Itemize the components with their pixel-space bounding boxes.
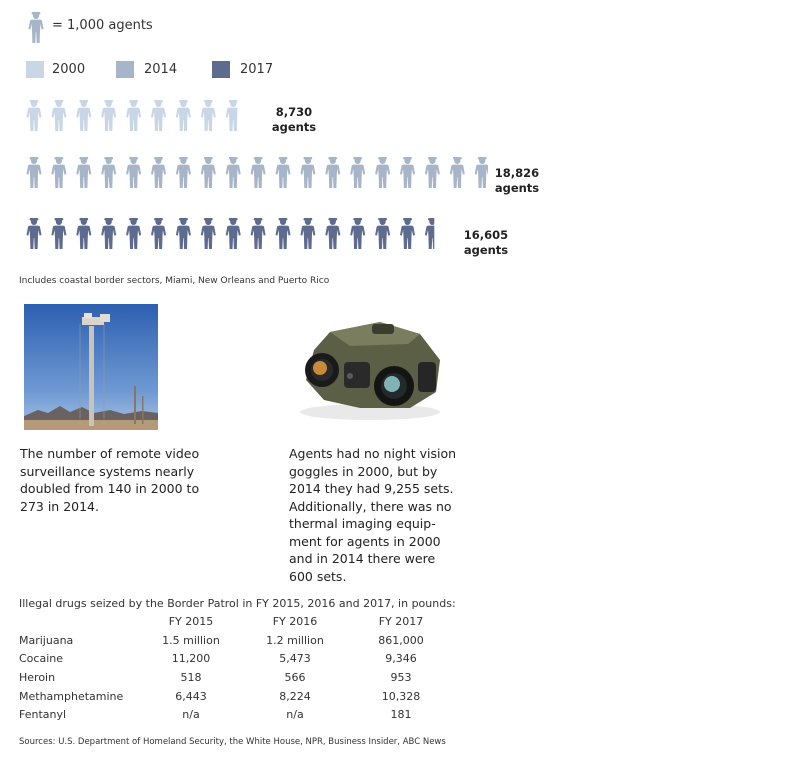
agent-icon-2000	[51, 100, 66, 131]
drug-name: Cocaine	[19, 652, 63, 666]
drug-name: Methamphetamine	[19, 689, 124, 703]
drug-value: 181	[390, 708, 412, 722]
drug-value: n/a	[182, 708, 200, 722]
key-label: = 1,000 agents	[52, 18, 153, 33]
agents-label-2000	[266, 105, 322, 135]
agent-icon-2014	[76, 157, 91, 188]
agent-icon-2014	[450, 157, 465, 188]
video-surveillance-caption: The number of remote video surveillance systems nearly doubled from 140 in 2000 to 273 in 2014.	[20, 446, 200, 514]
drug-value: 861,000	[378, 633, 424, 647]
drug-value: 8,224	[279, 689, 311, 703]
agent-icon-2017	[51, 218, 66, 249]
agent-icon-2017	[101, 218, 116, 249]
agent-icon-2014	[226, 157, 241, 188]
drugs-header-fy2017: FY 2017	[378, 614, 424, 628]
table-row	[19, 668, 455, 687]
agent-icon-2014	[276, 157, 291, 188]
table-row	[19, 631, 455, 650]
agent-icon-2014	[350, 157, 365, 188]
agent-icon-2017	[126, 218, 141, 249]
drugs-header-blank	[19, 612, 139, 631]
agent-icon-2017	[176, 218, 191, 249]
legend-label-2014: 2014	[144, 62, 178, 77]
agent-icon-2014	[425, 157, 440, 188]
table-row	[19, 705, 455, 724]
agent-icon-2014	[51, 157, 66, 188]
drug-value: 1.2 million	[266, 633, 324, 647]
footnote: Includes coastal border sectors, Miami, New Orleans and Puerto Rico	[19, 276, 330, 286]
agent-icon-2014	[400, 157, 415, 188]
agent-icon-2014	[27, 157, 42, 188]
sources: Sources: U.S. Department of Homeland Security, the White House, NPR, Business Insider, ABC News	[19, 737, 446, 747]
agent-icon-2014	[325, 157, 340, 188]
agent-icon-2000	[176, 100, 191, 131]
agent-icon-2000	[151, 100, 166, 131]
agent-icon-2014	[151, 157, 166, 188]
drug-value: 953	[390, 670, 412, 684]
agent-icon-2017	[325, 218, 340, 249]
agent-icon-2017	[400, 218, 415, 249]
drugs-header-fy2016: FY 2016	[272, 614, 318, 628]
drug-value: n/a	[286, 708, 304, 722]
drug-value: 9,346	[385, 652, 417, 666]
agents-label-2017	[458, 228, 514, 258]
agent-icon-2014	[101, 157, 116, 188]
agent-icon-partial-2017	[425, 218, 440, 249]
agent-icon-2014	[251, 157, 266, 188]
drug-value: 6,443	[175, 689, 207, 703]
legend-swatch-2000	[26, 61, 44, 78]
agent-icon-2017	[76, 218, 91, 249]
agents-value-2000: 8,730	[275, 105, 313, 119]
agents-unit-2014: agents	[494, 181, 540, 195]
drug-name: Fentanyl	[19, 708, 67, 722]
agent-icon-2017	[226, 218, 241, 249]
agent-icon-2017	[276, 218, 291, 249]
night-vision-caption: Agents had no night vision goggles in 2000, but by 2014 they had 9,255 sets. Additionally, there was no thermal imaging equip-ment for agents in 2000 and in 2014 there were 600 sets.	[289, 446, 457, 584]
agent-icon-2017	[27, 218, 42, 249]
agents-unit-2000: agents	[271, 120, 317, 134]
agent-icon-2014	[375, 157, 390, 188]
agent-icon-2000	[101, 100, 116, 131]
drug-value: 5,473	[279, 652, 311, 666]
table-row	[19, 687, 455, 706]
drug-value: 11,200	[171, 652, 211, 666]
drug-name: Heroin	[19, 670, 56, 684]
agent-icon-2014	[176, 157, 191, 188]
agents-value-2017: 16,605	[463, 228, 509, 242]
legend-label-2000: 2000	[52, 62, 86, 77]
agent-icon-2017	[300, 218, 315, 249]
agent-icon-2017	[151, 218, 166, 249]
agent-icon-2000	[201, 100, 216, 131]
agent-icon-2014	[126, 157, 141, 188]
drugs-table-title: Illegal drugs seized by the Border Patrol in FY 2015, 2016 and 2017, in pounds:	[19, 597, 456, 610]
drug-value: 566	[284, 670, 306, 684]
drug-value: 1.5 million	[162, 633, 220, 647]
thermal-binoculars-photo	[290, 304, 444, 422]
agent-icon-2017	[350, 218, 365, 249]
drug-value: 10,328	[381, 689, 421, 703]
agent-icon-2017	[201, 218, 216, 249]
agent-icon-2000	[76, 100, 91, 131]
surveillance-tower-photo	[24, 304, 158, 430]
agent-icon-2000	[126, 100, 141, 131]
drug-value: 518	[180, 670, 202, 684]
agent-icon-partial-2014	[475, 157, 490, 188]
legend-label-2017: 2017	[240, 62, 274, 77]
agents-unit-2017: agents	[463, 243, 509, 257]
agents-label-2014	[492, 166, 542, 196]
drugs-table	[19, 612, 455, 724]
agent-icon-2017	[375, 218, 390, 249]
agents-value-2014: 18,826	[494, 166, 540, 180]
person-icon	[29, 12, 44, 43]
drugs-header-fy2015: FY 2015	[168, 614, 214, 628]
legend-swatch-2017	[212, 61, 230, 78]
drugs-header-row	[19, 612, 455, 631]
agent-icon-partial-2000	[226, 100, 241, 131]
legend-swatch-2014	[116, 61, 134, 78]
drug-name: Marijuana	[19, 633, 74, 647]
key-person-icon	[27, 10, 45, 44]
agent-icon-2000	[27, 100, 42, 131]
table-row	[19, 649, 455, 668]
agent-icon-2017	[251, 218, 266, 249]
agent-icon-2014	[201, 157, 216, 188]
agent-icon-2014	[300, 157, 315, 188]
